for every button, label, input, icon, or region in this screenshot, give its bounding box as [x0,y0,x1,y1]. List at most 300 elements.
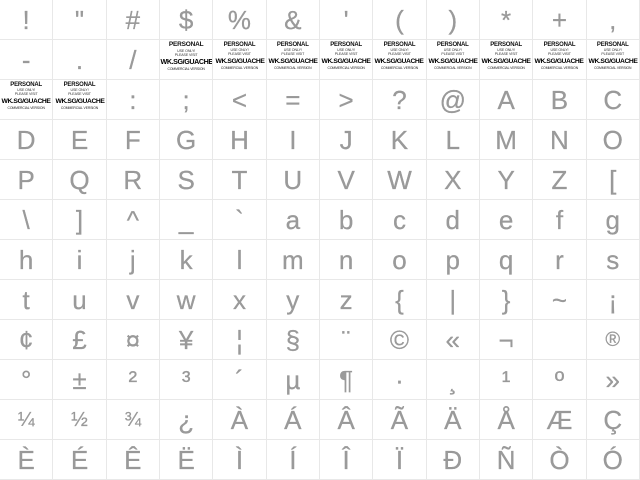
glyph-character: y [286,284,300,315]
glyph-character: % [227,4,252,35]
glyph-character: Ð [443,444,463,475]
glyph-cell [0,320,53,360]
glyph-character: Ä [444,404,462,435]
glyph-cell [0,400,53,440]
glyph-cell [427,120,480,160]
glyph-cell [373,120,426,160]
notice-line-use-only: USE ONLY! [177,48,196,53]
glyph-cell [587,120,640,160]
glyph-cell [373,80,426,120]
glyph-cell [587,320,640,360]
glyph-character: l [236,244,243,275]
glyph-cell [213,360,266,400]
glyph-cell [533,280,586,320]
glyph-cell [320,0,373,40]
glyph-character: È [17,444,35,475]
glyph-character: A [497,84,515,115]
notice-line-commercial: COMMERCIAL VERSION [167,66,205,71]
glyph-character: * [501,4,512,35]
glyph-character: r [555,244,564,275]
glyph-character: D [16,124,36,155]
glyph-character: } [501,284,511,315]
glyph-cell [427,440,480,480]
glyph-character: M [495,124,517,155]
glyph-character: ` [235,204,244,235]
glyph-character: ¢ [18,324,34,355]
glyph-character: Z [551,164,568,195]
glyph-character: i [76,244,83,275]
glyph-character: " [74,4,85,35]
glyph-character: + [551,4,568,35]
glyph-character: @ [439,84,466,115]
glyph-character: N [550,124,569,155]
glyph-cell [267,360,320,400]
personal-use-notice [480,40,533,80]
glyph-character: ( [395,4,404,35]
glyph-character: Q [69,164,90,195]
glyph-character: z [339,284,353,315]
glyph-cell [320,320,373,360]
glyph-cell [0,0,53,40]
glyph-cell [107,400,160,440]
glyph-character: · [395,364,404,395]
glyph-cell [480,280,533,320]
glyph-character: G [176,124,197,155]
glyph-cell [267,160,320,200]
glyph-cell [587,240,640,280]
glyph-character: { [395,284,404,315]
glyph-cell [0,160,53,200]
glyph-character: ¬ [498,324,514,355]
notice-line-please-visit: PLEASE VISIT [14,92,38,97]
glyph-cell [480,400,533,440]
glyph-character: \ [22,204,30,235]
glyph-cell [213,120,266,160]
glyph-character: w [176,284,196,315]
glyph-character: > [338,84,354,115]
glyph-cell [267,280,320,320]
glyph-character: ¤ [125,324,141,355]
glyph-cell [533,360,586,400]
glyph-character: ¥ [178,324,194,355]
glyph-character: u [72,284,87,315]
glyph-character: ³ [181,364,191,395]
glyph-character: $ [178,4,194,35]
glyph-character: J [339,124,353,155]
glyph-cell [427,360,480,400]
glyph-cell [373,160,426,200]
notice-line-url: WK.SG/GUACHE [55,97,104,105]
notice-line-commercial: COMMERCIAL VERSION [434,65,472,70]
glyph-cell [373,240,426,280]
glyph-character: § [285,324,301,355]
glyph-character: ¨ [341,324,351,355]
glyph-cell [160,240,213,280]
glyph-cell [480,440,533,480]
glyph-character: Æ [546,404,573,435]
glyph-character: ¸ [448,364,458,395]
glyph-cell [160,440,213,480]
glyph-character: v [126,284,140,315]
notice-line-commercial: COMMERCIAL VERSION [594,65,632,70]
glyph-character: © [389,324,410,355]
notice-line-personal: PERSONAL [383,42,416,48]
glyph-character: I [289,124,297,155]
glyph-cell [427,320,480,360]
glyph-cell [267,0,320,40]
glyph-cell [267,120,320,160]
glyph-cell [480,0,533,40]
glyph-character: £ [72,324,87,355]
glyph-cell [160,0,213,40]
glyph-cell [107,360,160,400]
glyph-cell [533,440,586,480]
glyph-character: ^ [126,204,139,235]
personal-use-notice [53,80,106,120]
glyph-cell [267,200,320,240]
personal-use-notice [0,80,53,120]
glyph-cell [213,440,266,480]
glyph-character: S [177,164,195,195]
glyph-cell [53,0,106,40]
glyph-character: Å [497,404,515,435]
personal-use-notice [587,40,640,80]
glyph-character: | [449,284,457,315]
glyph-character: O [602,124,623,155]
glyph-character: c [392,204,406,235]
glyph-character: ~ [551,284,568,315]
glyph-cell [480,240,533,280]
glyph-cell [373,400,426,440]
glyph-character: H [230,124,249,155]
glyph-cell [587,80,640,120]
notice-line-use-only: USE ONLY! [337,48,356,53]
glyph-character: Ò [549,444,570,475]
glyph-character: W [387,164,412,195]
glyph-character: f [555,204,564,235]
glyph-cell [107,440,160,480]
glyph-cell [160,360,213,400]
glyph-character: = [285,84,301,115]
glyph-character: ; [182,84,190,115]
glyph-cell [160,200,213,240]
notice-line-url: WK.SG/GUACHE [588,57,638,65]
glyph-character: E [70,124,89,155]
personal-use-notice [533,40,586,80]
glyph-cell [160,280,213,320]
glyph-cell [53,200,106,240]
glyph-character: s [606,244,620,275]
notice-line-personal: PERSONAL [330,42,362,48]
glyph-cell [160,320,213,360]
glyph-character: j [129,244,136,275]
glyph-character: µ [285,364,301,395]
glyph-character: R [123,164,143,195]
glyph-cell [587,160,640,200]
glyph-character: ° [20,364,32,395]
glyph-cell [160,120,213,160]
glyph-cell [320,440,373,480]
glyph-character: ¾ [124,408,142,431]
glyph-character: / [129,44,137,75]
glyph-character: ¼ [17,408,35,431]
glyph-character: Ó [602,444,623,475]
glyph-character: ² [128,364,138,395]
personal-use-notice [213,40,266,80]
notice-line-url: WK.SG/GUACHE [215,57,264,65]
glyph-cell [320,400,373,440]
glyph-cell [213,160,266,200]
glyph-cell [373,440,426,480]
glyph-cell [107,160,160,200]
glyph-character: a [285,204,301,235]
glyph-character: ! [22,4,30,35]
glyph-character: x [232,284,246,315]
glyph-cell [427,200,480,240]
glyph-cell [107,120,160,160]
glyph-character: o [392,244,407,275]
glyph-cell [107,320,160,360]
glyph-character: Ã [390,404,409,435]
notice-line-please-visit: PLEASE VISIT [68,92,91,97]
notice-line-please-visit: PLEASE VISIT [388,52,411,57]
glyph-character: B [550,84,569,115]
glyph-character: ¶ [339,364,354,395]
glyph-cell [0,40,53,80]
glyph-cell [533,80,586,120]
glyph-cell [427,280,480,320]
glyph-character: C [603,84,623,115]
notice-line-commercial: COMMERCIAL VERSION [487,65,525,70]
glyph-cell [373,360,426,400]
glyph-cell [533,120,586,160]
glyph-cell [107,200,160,240]
glyph-character: À [230,404,249,435]
glyph-cell [0,440,53,480]
glyph-character: b [338,204,354,235]
glyph-character: Î [342,444,350,475]
notice-line-commercial: COMMERCIAL VERSION [7,105,45,110]
notice-line-personal: PERSONAL [223,42,256,48]
glyph-character: d [445,204,461,235]
glyph-cell [427,0,480,40]
glyph-cell [0,360,53,400]
glyph-cell [533,400,586,440]
glyph-cell [53,120,106,160]
glyph-character: ? [392,84,407,115]
glyph-cell [213,320,266,360]
glyph-character [555,327,564,353]
glyph-cell [587,280,640,320]
glyph-cell [0,120,53,160]
glyph-character: P [17,164,35,195]
glyph-character: m [281,244,304,275]
glyph-cell [53,440,106,480]
glyph-cell [480,200,533,240]
notice-line-personal: PERSONAL [63,82,96,88]
glyph-cell [267,320,320,360]
glyph-cell [480,360,533,400]
glyph-character: Ë [177,444,195,475]
glyph-character: ¹ [501,364,511,395]
notice-line-personal: PERSONAL [10,82,43,88]
glyph-cell [480,320,533,360]
notice-line-please-visit: PLEASE VISIT [441,52,465,57]
notice-line-personal: PERSONAL [596,42,629,48]
glyph-cell [480,160,533,200]
glyph-character: Ï [395,444,404,475]
glyph-cell [53,400,106,440]
glyph-character: Ê [124,444,142,475]
glyph-cell [267,80,320,120]
notice-line-personal: PERSONAL [168,41,204,48]
glyph-character: . [75,44,84,75]
notice-line-url: WK.SG/GUACHE [428,57,478,65]
glyph-cell [107,40,160,80]
notice-line-please-visit: PLEASE VISIT [334,52,358,57]
glyph-character: Á [284,404,302,435]
notice-line-personal: PERSONAL [436,42,469,48]
notice-line-personal: PERSONAL [490,42,522,48]
glyph-character: V [337,164,355,195]
glyph-character: U [283,164,303,195]
personal-use-notice [427,40,480,80]
glyph-character: º [554,364,565,395]
glyph-cell [320,360,373,400]
glyph-cell [427,160,480,200]
notice-line-personal: PERSONAL [276,42,309,48]
glyph-character: p [445,244,461,275]
glyph-character: g [605,204,620,235]
glyph-cell [587,440,640,480]
notice-line-use-only: USE ONLY! [443,48,462,53]
notice-line-commercial: COMMERCIAL VERSION [327,65,365,70]
glyph-cell [533,200,586,240]
glyph-character: L [445,124,461,155]
notice-line-url: WK.SG/GUACHE [268,57,318,65]
glyph-cell [160,80,213,120]
glyph-cell [373,0,426,40]
glyph-cell [267,400,320,440]
glyph-character: Í [289,444,297,475]
glyph-cell [533,160,586,200]
glyph-cell [373,200,426,240]
notice-line-please-visit: PLEASE VISIT [548,52,571,57]
notice-line-use-only: USE ONLY! [230,48,249,53]
notice-line-commercial: COMMERCIAL VERSION [220,65,259,70]
glyph-character: # [125,4,141,35]
glyph-cell [53,40,106,80]
glyph-cell [0,200,53,240]
glyph-character: - [21,44,31,75]
glyph-cell [213,400,266,440]
glyph-character: t [22,284,30,315]
glyph-cell [533,240,586,280]
notice-line-use-only: USE ONLY! [550,48,569,53]
personal-use-notice [320,40,373,80]
notice-line-url: WK.SG/GUACHE [160,59,213,67]
glyph-cell [533,0,586,40]
glyph-character: ' [343,4,349,35]
notice-line-use-only: USE ONLY! [283,48,302,53]
notice-line-please-visit: PLEASE VISIT [174,52,198,57]
notice-line-url: WK.SG/GUACHE [481,57,531,65]
glyph-character: , [609,4,617,35]
glyph-character: [ [609,164,617,195]
glyph-cell [213,80,266,120]
glyph-character: k [179,244,193,275]
glyph-cell [320,120,373,160]
glyph-character: ¡ [608,284,618,315]
glyph-cell [320,280,373,320]
glyph-character: ½ [71,408,88,431]
notice-line-use-only: USE ONLY! [390,48,409,53]
notice-line-url: WK.SG/GUACHE [1,97,51,105]
glyph-character: Â [337,404,355,435]
notice-line-please-visit: PLEASE VISIT [494,52,518,57]
notice-line-commercial: COMMERCIAL VERSION [274,65,312,70]
glyph-cell [53,160,106,200]
glyph-character: : [129,84,137,115]
glyph-character: ] [75,204,84,235]
glyph-character: ® [605,328,621,351]
notice-line-commercial: COMMERCIAL VERSION [540,65,579,70]
notice-line-use-only: USE ONLY! [17,88,36,93]
glyph-character: q [498,244,514,275]
glyph-cell [213,200,266,240]
glyph-character: T [231,164,248,195]
glyph-character: ± [72,364,87,395]
notice-line-personal: PERSONAL [543,42,576,48]
glyph-cell [320,160,373,200]
glyph-character: Ç [603,404,623,435]
glyph-character: » [605,364,620,395]
glyph-character: & [284,4,302,35]
glyph-character: Ì [235,444,244,475]
glyph-cell [107,0,160,40]
glyph-cell [160,160,213,200]
glyph-cell [427,400,480,440]
glyph-cell [213,280,266,320]
glyph-character: F [124,124,141,155]
glyph-character: ¿ [178,404,195,435]
notice-line-use-only: USE ONLY! [70,88,89,93]
notice-line-please-visit: PLEASE VISIT [601,52,625,57]
glyph-character: e [498,204,514,235]
glyph-cell [480,80,533,120]
glyph-cell [587,360,640,400]
glyph-cell [587,400,640,440]
glyph-cell [427,80,480,120]
glyph-cell [0,280,53,320]
glyph-cell [107,240,160,280]
glyph-character: ¦ [236,324,243,355]
glyph-character: ´ [235,364,244,395]
glyph-cell [320,200,373,240]
notice-line-use-only: USE ONLY! [497,48,516,53]
glyph-character: _ [178,204,194,235]
glyph-character: Ñ [496,444,516,475]
glyph-cell [53,320,106,360]
glyph-cell [320,80,373,120]
glyph-cell [373,320,426,360]
glyph-cell [107,280,160,320]
glyph-character: « [445,324,461,355]
notice-line-commercial: COMMERCIAL VERSION [60,105,99,110]
glyph-cell [213,0,266,40]
glyph-cell [320,240,373,280]
glyph-character: n [338,244,354,275]
